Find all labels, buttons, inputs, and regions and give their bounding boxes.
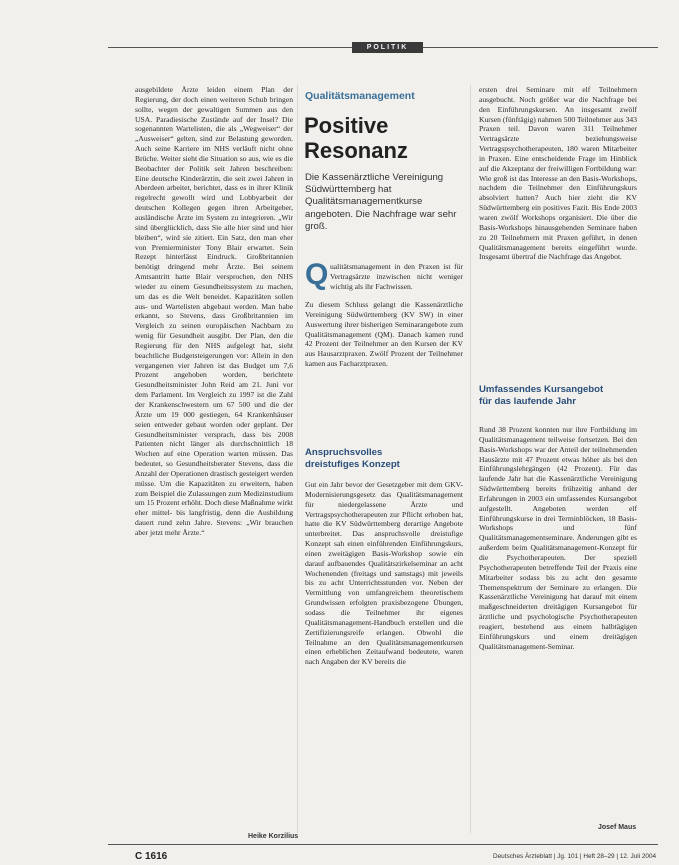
article-title [304, 113, 408, 163]
subheading-line: Umfassendes Kursangebot [479, 384, 604, 395]
journal-citation: Deutsches Ärzteblatt | Jg. 101 | Heft 28–29 | 12. Juli 2004 [493, 853, 657, 860]
subheading-line: dreistufiges Konzept [305, 458, 400, 470]
subheading-line: Anspruchsvolles [305, 447, 383, 458]
column-right-text-top: ersten drei Seminare mit elf Teilnehmern ausgebucht. Noch größer war die Nachfrage bei den Einführungskursen. An insgesamt zwölf Kursen (fünftägig) nahmen 500 Teilnehmer aus 343 Praxen teil. Davon waren 311 Teilnehmer Vertragsärzte beziehungsweise Vertragspsychotherapeuten, 180 waren Mitarbeiter in Praxen. Eine entscheidende Frage im Hinblick auf die Akzeptanz der freiwilligen Fortbildung war: Wie groß ist das Interesse an den Basis-Workshops, nachdem die Teilnehmer den Einführungskurs absolviert hatten? Auch hier zieht die KV Südwürttemberg ein positives Fazit. Bis Ende 2003 waren zwölf Workshops organisiert. Die über die Basis-Workshops hinausgehenden Seminare haben zu 20 Teilnehmern mit Praxen geführt, in denen Qualitätsmanagement bereits eingeführt wurde. Insgesamt übertraf die Nachfrage das Angebot. [479, 85, 637, 262]
column-right-text-bottom: Rund 38 Prozent konnten nur ihre Fortbildung im Qualitätsmanagement teilweise fortsetzen. Bei den Basis-Workshops war der Anteil der teilnehmenden Hausärzte mit 47 Prozent etwas höher als bei den Einführungslehrgängen (42 Prozent). Für das laufende Jahr hat die Kassenärztliche Vereinigung Südwürttemberg bereits frühzeitig anhand der Erfahrungen in 2003 ein umfassendes Kursangebot aufgestellt. Angeboten werden elf Einführungskurse in drei Terminblöcken, 18 Basis-Workshops und fünf Qualitätsmanagementseminare. Änderungen gibt es außerdem beim Qualitätsmanagement-Konzept für die Psychotherapeuten. Der speziell Psychotherapeuten betreffende Teil der Praxis eine Mitarbeiter sodass bis zu acht den gesamte Themenspektrum der Seminare zu erlangen. Die Kassenärztliche Vereinigung hat darauf mit einem maßgeschneiderten dreitägigen Kursangebot für ärztliche und psychologische Psychotherapeuten reagiert, bestehend aus einem halbtägigen Einführungskurs und einem dreitägigen Qualitätsmanagement-Seminar. [479, 425, 637, 651]
column-left-text: ausgebildete Ärzte leiden einem Plan der Regierung, der doch einen weiteren Schub bringen sollte, wegen der gewaltigen Summen aus den USA. Paradiesische Zustände auf der Insel? Die sogenannten Wartelisten, die als „Wegweiser“ der „Ausweiser“ gelten, sind zur Belastung geworden. Auch seine Karriere im NHS verläuft nicht ohne Brüche. Weiter sieht die Situation so aus, wie es die Beobachter der Politik seit Jahren beschreiben: Eine deutsche Kinderärztin, die seit zwei Jahren in Aberdeen arbeitet, berichtet, dass es in ihrer Klinik regelrecht gewollt wird und Lobbyarbeit der deutschen Kollegen gegen ihren Arbeitgeber, ausländische Ärzte im System zu integrieren. „Wir sind überglücklich, dass Sie alle hier sind und hier bleiben“, wird sie zitiert. Ein Satz, den man eher von Premierminister Tony Blair erwartet. Sein Rezept hinterlässt Eindruck. Großbritannien benötigt dringend mehr Ärzte. Bei seinem Amtsantritt hatte Blair versprochen, den NHS wieder zu einem Gesundheitssystem zu machen, um das es die Welt beneidet. Kapazitäten sollen aus- und Wartelisten abgebaut werden. Man habe erkannt, so Stevens, dass Großbritannien im Vergleich zu seinen europäischen Nachbarn zu wenig für Gesundheit ausgibt. Der Plan, den die Regierung für den NHS aufgelegt hat, sieht beachtliche Budgetsteigerungen vor: Allein in den vergangenen vier Jahren ist das Budget um 7,6 Prozent angehoben worden, berichtete Gesundheitsminister John Reid am 21. Juni vor dem Parlament. Im Vergleich zu 1997 ist die Zahl der Krankenschwestern um 67 500 und die der Ärzte um 19 000 gestiegen, 64 Krankenhäuser seien entweder gebaut worden oder geplant. Der Gesundheitsminister versprach, dass bis 2008 Patienten nicht länger als durchschnittlich 18 Wochen auf eine Operation warten müssen. Das bedeutet, so Gesundheitsberater Stevens, dass die Anzahl der Operationen drastisch gesteigert werden müsse. Um die Kapazitäten zu erweitern, haben zum Beispiel die Zulassungen zum Medizinstudium um 15 Prozent erhöht. Doch diese Maßnahme wirkt eher mittel- bis langfristig, denn die Ausbildung dauert rund zehn Jahre. Stevens: „Wir brauchen aber jetzt mehr Ärzte.“ [135, 85, 293, 537]
column-divider [297, 85, 298, 833]
column-middle-text-top: Zu diesem Schluss gelangt die Kassenärztliche Vereinigung Südwürttemberg (KV SW) in einer Auswertung ihrer bisherigen Seminarangebote zum Qualitätsmanagement (QM). Danach kamen rund 42 Prozent der Teilnehmer an den Kursen der KV aus Hausarztpraxen. Zwölf Prozent der Teilnehmer kamen aus Facharztpraxen. [305, 300, 463, 369]
column-middle-text-bottom: Gut ein Jahr bevor der Gesetzgeber mit dem GKV-Modernisierungsgesetz das Qualitätsmanagement für niedergelassene Ärzte und Vertragspsychotherapeuten zur Pflicht erhoben hat, hatte die KV Südwürttemberg derartige Angebote unterbreitet. Das anspruchsvolle dreistufige Konzept sah einen einführenden Einführungskurs, einen zweitägigen Basis-Workshop sowie ein darauf aufbauendes Qualitätszirkelseminar an acht Wochenenden (freitags und samstags) mit jeweils bis zu acht Unterrichtsstunden vor. Neben der Vermittlung von umfangreichem theoretischem Grundwissen erfolgten praxisbezogene Übungen, sodass die Teilnehmer ihr eigenes Qualitätsmanagement-Handbuch erstellen und die Zertifizierungsreife erlangen. Obwohl die Teilnahme an den Qualitätsmanagementkursen einen erheblichen Zeitaufwand bedeutete, waren nach Angaben der KV bereits die [305, 480, 463, 667]
subheading-line: für das laufende Jahr [479, 395, 577, 407]
column-divider [470, 85, 471, 833]
drop-cap-paragraph: ualitätsmanagement in den Praxen ist für Vertragsärzte inzwischen nicht weniger wichtig als ihr Fachwissen. [330, 262, 463, 291]
subheading-courses [479, 384, 637, 407]
subheading-concept [305, 447, 463, 470]
article-kicker: Qualitätsmanagement [305, 90, 415, 102]
author-signature-right: Josef Maus [598, 824, 637, 831]
title-line-1: Positive [304, 113, 389, 138]
author-signature-left: Heike Korzilius [248, 833, 299, 840]
page-number: C 1616 [135, 851, 168, 862]
title-line-2: Resonanz [304, 138, 408, 163]
footer-rule [108, 844, 658, 845]
article-lead: Die Kassenärztliche Vereinigung Südwürttemberg hat Qualitätsmanagementkurse angeboten. Die Nachfrage war sehr groß. [305, 172, 457, 232]
section-label: POLITIK [352, 42, 423, 53]
drop-cap: Q [305, 258, 329, 291]
